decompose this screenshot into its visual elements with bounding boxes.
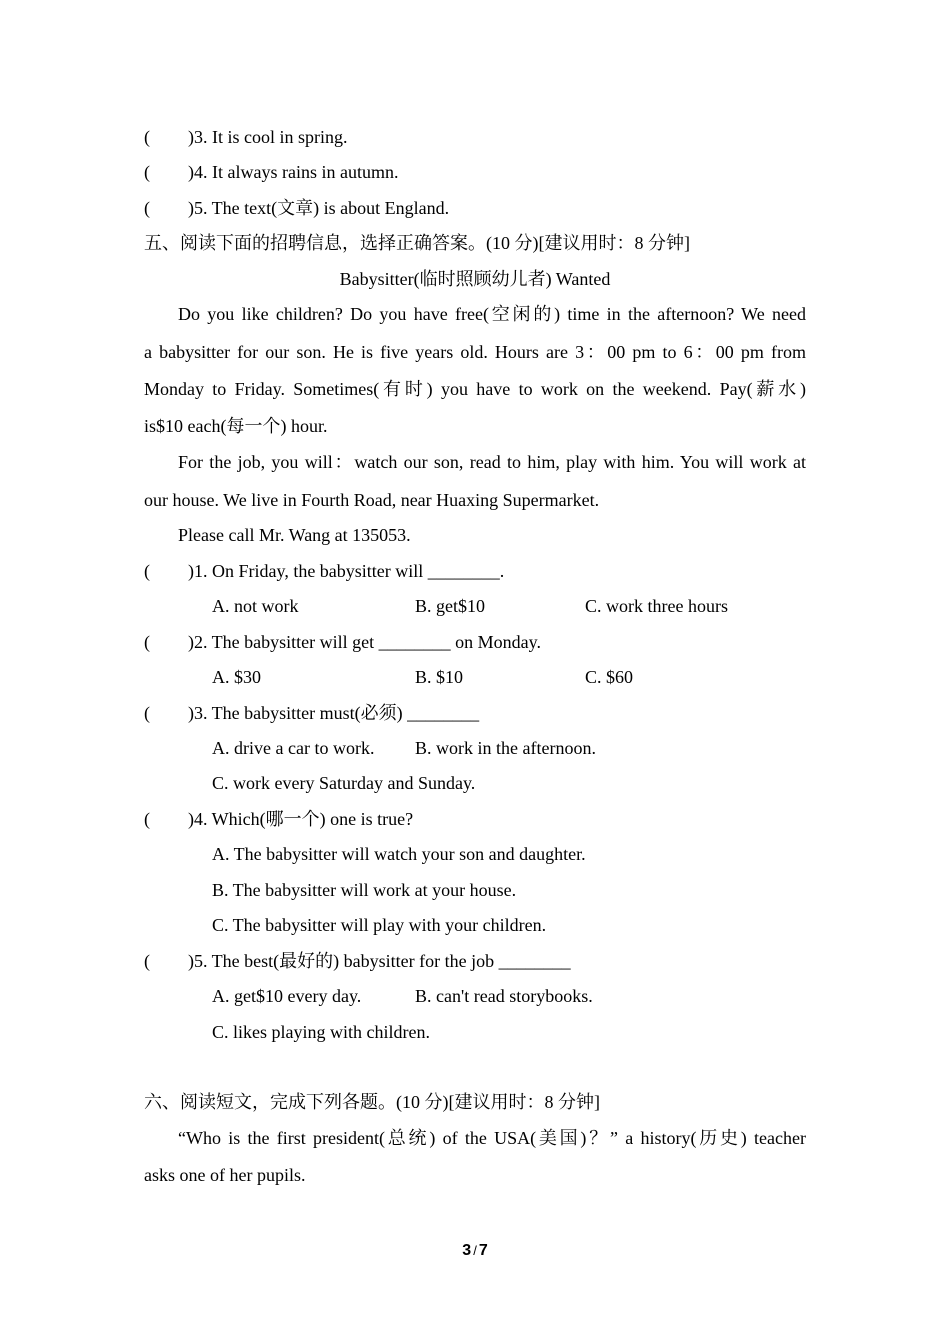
para1-line-4: is$10 each(每一个) hour. bbox=[144, 416, 328, 436]
question-1: ( )1. On Friday, the babysitter will ________. bbox=[144, 561, 505, 581]
para1-line-1: Do you like children? Do you have free(空闲的) time in the afternoon? We need bbox=[178, 304, 806, 324]
q1-option-a: A. not work bbox=[212, 596, 299, 616]
q4-option-b: B. The babysitter will work at your house. bbox=[212, 880, 517, 900]
q2-option-c: C. $60 bbox=[585, 667, 634, 687]
para3: Please call Mr. Wang at 135053. bbox=[178, 525, 411, 545]
q5-option-c: C. likes playing with children. bbox=[212, 1022, 430, 1042]
q2-option-b: B. $10 bbox=[415, 667, 464, 687]
q3-option-c: C. work every Saturday and Sunday. bbox=[212, 773, 476, 793]
para1-line-2: a babysitter for our son. He is five years old. Hours are 3：00 pm to 6：00 pm from bbox=[144, 342, 806, 362]
q4-option-c: C. The babysitter will play with your children. bbox=[212, 915, 547, 935]
section5-heading: 五、阅读下面的招聘信息，选择正确答案。(10 分)[建议用时：8 分钟] bbox=[144, 233, 690, 253]
q3-option-b: B. work in the afternoon. bbox=[415, 738, 596, 758]
section6-para-line-1: “Who is the first president(总统) of the USA(美国)？” a history(历史) teacher bbox=[178, 1128, 806, 1148]
prev-question-5: ( )5. The text(文章) is about England. bbox=[144, 198, 450, 218]
section6-heading: 六、阅读短文，完成下列各题。(10 分)[建议用时：8 分钟] bbox=[144, 1092, 600, 1112]
question-2: ( )2. The babysitter will get ________ on Monday. bbox=[144, 632, 541, 652]
q4-option-a: A. The babysitter will watch your son and daughter. bbox=[212, 844, 586, 864]
q1-option-b: B. get$10 bbox=[415, 596, 485, 616]
q3-option-a: A. drive a car to work. bbox=[212, 738, 375, 758]
question-3: ( )3. The babysitter must(必须) ________ bbox=[144, 703, 480, 723]
prev-question-3: ( )3. It is cool in spring. bbox=[144, 127, 348, 147]
q1-option-c: C. work three hours bbox=[585, 596, 728, 616]
prev-question-4: ( )4. It always rains in autumn. bbox=[144, 162, 399, 182]
q2-option-a: A. $30 bbox=[212, 667, 261, 687]
para2-line-2: our house. We live in Fourth Road, near Huaxing Supermarket. bbox=[144, 490, 600, 510]
question-5: ( )5. The best(最好的) babysitter for the job ________ bbox=[144, 951, 571, 971]
para2-line-1: For the job, you will：watch our son, read to him, play with him. You will work at bbox=[178, 452, 806, 472]
q5-option-a: A. get$10 every day. bbox=[212, 986, 362, 1006]
question-4: ( )4. Which(哪一个) one is true? bbox=[144, 809, 414, 829]
ad-title: Babysitter(临时照顾幼儿者) Wanted bbox=[339, 269, 611, 289]
section6-para-line-2: asks one of her pupils. bbox=[144, 1165, 306, 1185]
q5-option-b: B. can't read storybooks. bbox=[415, 986, 593, 1006]
page-number: 3 / 7 bbox=[462, 1242, 488, 1259]
para1-line-3: Monday to Friday. Sometimes(有时) you have to work on the weekend. Pay(薪水) bbox=[144, 379, 806, 399]
